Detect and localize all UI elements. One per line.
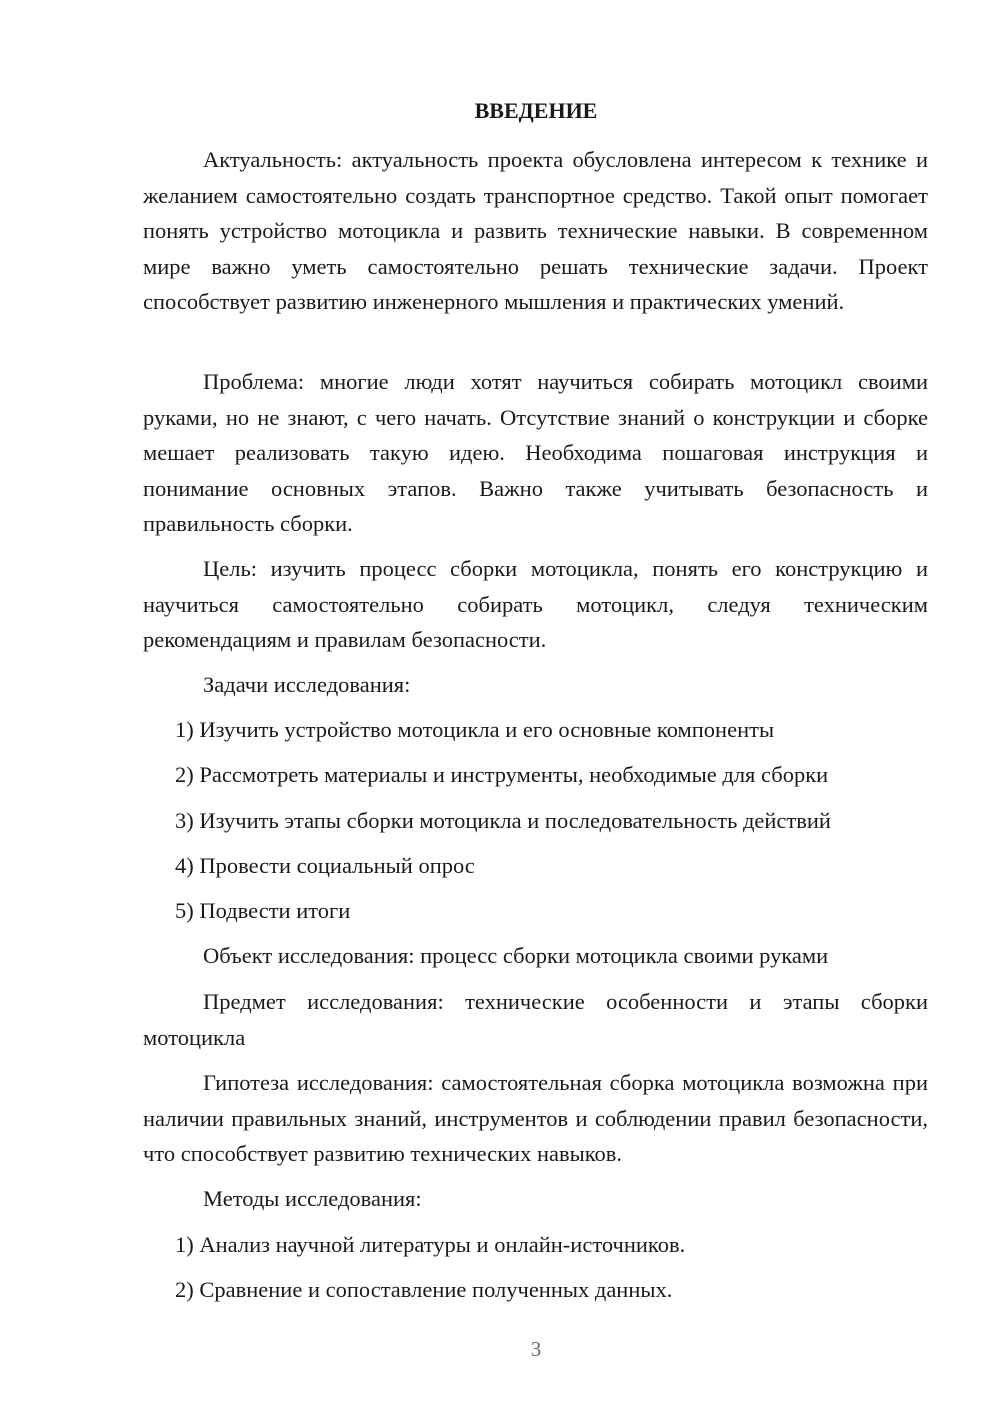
task-item: 2) Рассмотреть материалы и инструменты, необходимые для сборки <box>175 762 829 787</box>
task-item: 4) Провести социальный опрос <box>175 853 475 878</box>
hypothesis-paragraph: Гипотеза исследования: самостоятельная сборка мотоцикла возможна при наличии правильных знаний, инструментов и соблюдении правил безопасности, что способствует развитию технических навыков. <box>143 1070 928 1166</box>
page-number: 3 <box>530 1337 542 1361</box>
problem-paragraph: Проблема: многие люди хотят научиться собирать мотоцикл своими руками, но не знают, с чего начать. Отсутствие знаний о конструкции и сборке мешает реализовать такую идею. Необходима пошаговая инструкция и понимание основных этапов. Важно также учитывать безопасность и правильность сборки. <box>143 369 928 536</box>
relevance-paragraph: Актуальность: актуальность проекта обусловлена интересом к технике и желанием самостоятельно создать транспортное средство. Такой опыт помогает понять устройство мотоцикла и развить технические навыки. В современном мире важно уметь самостоятельно решать технические задачи. Проект способствует развитию инженерного мышления и практических умений. <box>143 147 928 314</box>
task-item: 1) Изучить устройство мотоцикла и его основные компоненты <box>175 717 775 742</box>
task-item: 3) Изучить этапы сборки мотоцикла и последовательность действий <box>175 808 831 833</box>
object-paragraph: Объект исследования: процесс сборки мотоцикла своими руками <box>203 943 829 968</box>
method-item: 1) Анализ научной литературы и онлайн-источников. <box>175 1232 686 1257</box>
page-title: ВВЕДЕНИЕ <box>474 98 598 123</box>
tasks-heading: Задачи исследования: <box>203 672 411 697</box>
subject-paragraph: Предмет исследования: технические особенности и этапы сборки мотоцикла <box>143 989 928 1050</box>
methods-heading: Методы исследования: <box>203 1186 422 1211</box>
method-item: 2) Сравнение и сопоставление полученных данных. <box>175 1277 673 1302</box>
goal-paragraph: Цель: изучить процесс сборки мотоцикла, понять его конструкцию и научиться самостоятельно собирать мотоцикл, следуя техническим рекомендациям и правилам безопасности. <box>143 556 928 652</box>
task-item: 5) Подвести итоги <box>175 898 351 923</box>
